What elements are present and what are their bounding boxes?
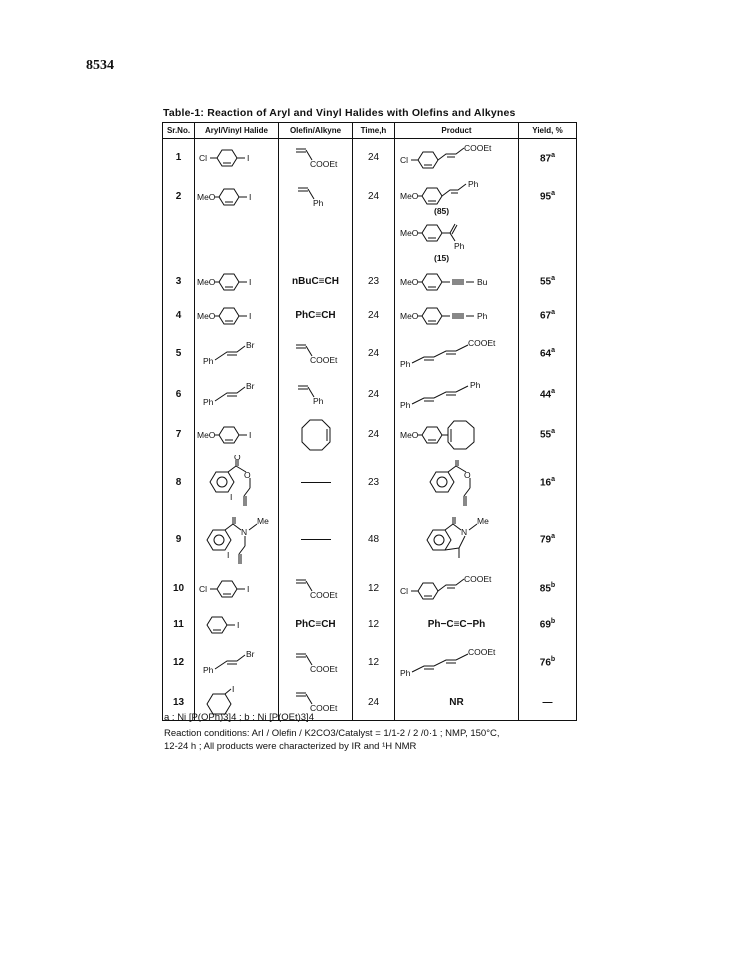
svg-text:Ph: Ph [202,664,213,675]
time-value: 48 [353,511,395,569]
product-structure [398,302,516,330]
svg-text:I: I [231,684,234,695]
svg-text:COOEt: COOEt [463,573,491,584]
yield-value: 85$^b$ [519,569,577,609]
halide-cell [195,333,279,375]
svg-text:O: O [243,469,251,480]
bromostyrene-structure [197,647,277,679]
time-value: 24 [353,685,395,721]
halide-cell [195,415,279,455]
product-structure [398,268,516,296]
sr-no: 5 [163,333,195,375]
yield-value: — [519,685,577,721]
table-row [163,299,577,333]
iodoanisole-structure [197,182,277,212]
time-value: 23 [353,265,395,299]
svg-text:I: I [236,619,239,630]
sr-no [163,217,195,265]
halide-cell [195,177,279,217]
time-value: 23 [353,455,395,511]
product-cell [395,569,519,609]
ethyl-acrylate-structure [286,143,346,173]
product-structure [398,573,516,605]
sr-no: 11 [163,609,195,641]
svg-text:MeO: MeO [399,276,418,287]
yield-value: 87$^a$ [519,139,577,177]
sr-no: 13 [163,685,195,721]
table-row [163,641,577,685]
product-name: NR [395,685,519,721]
time-value: 24 [353,299,395,333]
svg-text:MeO: MeO [399,227,418,238]
halide-cell [195,139,279,177]
olefin-cell [279,455,353,511]
svg-text:Br: Br [245,380,254,391]
svg-text:COOEt: COOEt [467,646,495,657]
svg-text:I: I [229,491,232,502]
svg-text:I: I [248,191,251,202]
allyl-iodobenzoate-structure [202,454,272,508]
cyclooctene-structure [296,417,336,453]
characterization-footnote: 12-24 h ; All products were characterized by IR and ¹H NMR [164,741,417,752]
product-structure [422,458,492,508]
product-cell [395,139,519,177]
sr-no: 9 [163,511,195,569]
catalyst-footnote: a : Ni [P(OPh)3]4 ; b : Ni [P(OEt)3]4 [164,712,314,723]
yield-value: 69$^b$ [519,609,577,641]
svg-text:Ph: Ph [202,396,213,407]
alkyne-name: nBuC≡CH [279,265,353,299]
svg-text:MeO: MeO [399,310,418,321]
svg-text:(85): (85) [433,205,449,216]
svg-text:Ph: Ph [399,667,410,678]
time-value: 24 [353,139,395,177]
halide-cell [195,455,279,511]
olefin-cell [279,415,353,455]
product-structure [398,178,516,216]
svg-text:Ph: Ph [312,395,323,406]
yield-value: 44$^a$ [519,375,577,415]
yield-value: 67$^a$ [519,299,577,333]
yield-value: 76$^b$ [519,641,577,685]
svg-text:Ph: Ph [476,310,487,321]
product-cell [395,511,519,569]
sr-no: 1 [163,139,195,177]
time-value: 24 [353,333,395,375]
reaction-table [162,122,577,721]
sr-no: 8 [163,455,195,511]
svg-text:I: I [246,583,249,594]
sr-no: 10 [163,569,195,609]
col-header-yield: Yield, % [519,123,577,139]
table-row [163,511,577,569]
olefin-cell [279,217,353,265]
svg-text:Br: Br [245,648,254,659]
halide-cell [195,569,279,609]
conditions-footnote: Reaction conditions: ArI / Olefin / K2CO3/Catalyst = 1/1-2 / 2 /0·1 ; NMP, 150°C, [164,728,500,739]
svg-text:Cl: Cl [198,152,207,163]
sr-no: 2 [163,177,195,217]
time-value: 12 [353,641,395,685]
svg-text:I: I [248,276,251,287]
svg-text:(15): (15) [433,252,449,263]
yield-value: 95$^a$ [519,177,577,217]
yield-value: 79$^a$ [519,511,577,569]
svg-text:I: I [226,549,229,560]
time-value: 24 [353,375,395,415]
bromostyrene-structure [197,379,277,411]
halide-cell [195,217,279,265]
table-row [163,333,577,375]
styrene-structure [286,182,346,212]
col-header-olefin: Olefin/Alkyne [279,123,353,139]
product-cell [395,265,519,299]
time-value [353,217,395,265]
time-value: 24 [353,415,395,455]
sr-no: 4 [163,299,195,333]
product-cell [395,299,519,333]
svg-text:Ph: Ph [202,355,213,366]
olefin-cell [279,641,353,685]
olefin-cell [279,139,353,177]
olefin-cell [279,511,353,569]
svg-text:Br: Br [245,339,254,350]
col-header-srno: Sr.No. [163,123,195,139]
product-structure [398,219,516,263]
product-cell [395,375,519,415]
svg-text:Cl: Cl [399,585,408,596]
svg-text:N: N [240,526,247,537]
table-row [163,139,577,177]
olefin-cell [279,569,353,609]
svg-text:Ph: Ph [399,399,410,410]
table-row [163,609,577,641]
yield-value: 55$^a$ [519,415,577,455]
svg-text:MeO: MeO [196,276,215,287]
svg-text:Me: Me [476,515,489,526]
halide-cell [195,375,279,415]
product-cell [395,455,519,511]
time-value: 12 [353,609,395,641]
product-cell [395,217,519,265]
svg-text:Cl: Cl [198,583,207,594]
olefin-cell [279,375,353,415]
iodoanisole-structure [197,421,277,449]
svg-text:COOEt: COOEt [463,142,491,153]
svg-text:MeO: MeO [399,190,418,201]
svg-text:COOEt: COOEt [309,703,337,714]
svg-text:I: I [248,310,251,321]
product-cell [395,641,519,685]
svg-text:N: N [460,526,467,537]
svg-text:COOEt: COOEt [467,337,495,348]
table-row [163,415,577,455]
olefin-cell [279,333,353,375]
col-header-time: Time,h [353,123,395,139]
olefin-cell [279,177,353,217]
halide-cell [195,265,279,299]
halide-cell [195,609,279,641]
product-structure [419,514,495,566]
product-cell [395,333,519,375]
svg-text:Bu: Bu [476,276,487,287]
svg-text:Me: Me [256,515,269,526]
halide-cell [195,511,279,569]
no-olefin-dash [301,539,331,540]
iodoanisole-structure [197,302,277,330]
sr-no: 6 [163,375,195,415]
svg-text:Ph: Ph [467,178,478,189]
table-row [163,375,577,415]
svg-text:Ph: Ph [312,197,323,208]
sr-no: 7 [163,415,195,455]
col-header-product: Product [395,123,519,139]
svg-text:Ph: Ph [469,379,480,390]
svg-text:Cl: Cl [399,154,408,165]
product-structure [398,417,516,453]
chloroiodobenzene-structure [197,574,277,604]
table-header-row [163,123,577,139]
ethyl-acrylate-structure [286,574,346,604]
svg-text:O: O [233,454,241,462]
sr-no: 12 [163,641,195,685]
styrene-structure [286,380,346,410]
ethyl-acrylate-structure [286,339,346,369]
table-title: Table-1: Reaction of Aryl and Vinyl Halides with Olefins and Alkynes [163,107,516,119]
time-value: 12 [353,569,395,609]
ethyl-acrylate-structure [286,648,346,678]
no-olefin-dash [301,482,331,483]
table-row [163,455,577,511]
iodobenzene-structure [197,611,277,639]
svg-text:MeO: MeO [399,429,418,440]
product-name: Ph−C≡C−Ph [395,609,519,641]
yield-value: 16$^a$ [519,455,577,511]
product-cell [395,177,519,217]
svg-text:MeO: MeO [196,429,215,440]
table-row [163,569,577,609]
svg-text:COOEt: COOEt [309,158,337,169]
col-header-halide: Aryl/Vinyl Halide [195,123,279,139]
svg-text:COOEt: COOEt [309,663,337,674]
iodobenzamide-structure [199,514,275,566]
product-cell [395,415,519,455]
alkyne-name: PhC≡CH [279,609,353,641]
svg-text:Ph: Ph [453,240,464,251]
table-row [163,265,577,299]
yield-value [519,217,577,265]
product-structure [398,337,516,371]
svg-text:COOEt: COOEt [309,354,337,365]
halide-cell [195,299,279,333]
svg-text:MeO: MeO [196,191,215,202]
svg-text:COOEt: COOEt [309,589,337,600]
product-structure [398,142,516,174]
table-row [163,217,577,265]
page-number: 8534 [86,58,114,73]
bromostyrene-structure [197,338,277,370]
svg-text:MeO: MeO [196,310,215,321]
svg-text:I: I [246,152,249,163]
time-value: 24 [353,177,395,217]
svg-text:I: I [248,429,251,440]
iodoanisole-structure [197,268,277,296]
chloroiodobenzene-structure [197,143,277,173]
alkyne-name: PhC≡CH [279,299,353,333]
sr-no: 3 [163,265,195,299]
halide-cell [195,641,279,685]
yield-value: 64$^a$ [519,333,577,375]
svg-text:Ph: Ph [399,358,410,369]
product-structure [398,646,516,680]
table-row [163,177,577,217]
yield-value: 55$^a$ [519,265,577,299]
product-structure [398,378,516,412]
svg-text:O: O [463,469,471,480]
